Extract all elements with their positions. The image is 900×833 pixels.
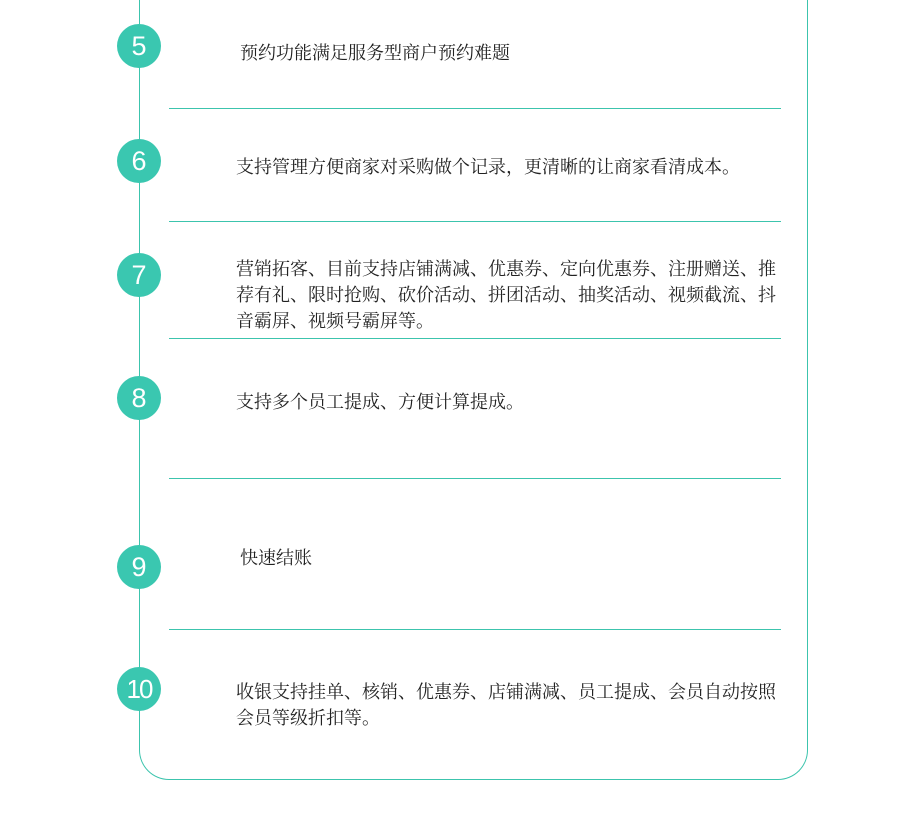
step-number-badge: 6 [117, 139, 161, 183]
divider [169, 338, 781, 339]
divider [169, 478, 781, 479]
feature-text: 预约功能满足服务型商户预约难题 [240, 43, 510, 64]
feature-text: 快速结账 [240, 548, 312, 569]
feature-text: 支持多个员工提成、方便计算提成。 [236, 392, 524, 413]
divider [169, 221, 781, 222]
feature-text: 支持管理方便商家对采购做个记录，更清晰的让商家看清成本。 [236, 157, 740, 178]
step-number-badge: 8 [117, 376, 161, 420]
step-number-badge: 9 [117, 545, 161, 589]
step-number-badge: 7 [117, 253, 161, 297]
step-number-badge: 5 [117, 24, 161, 68]
divider [169, 629, 781, 630]
feature-text: 营销拓客、目前支持店铺满减、优惠券、定向优惠券、注册赠送、推荐有礼、限时抢购、砍价活动、拼团活动、抽奖活动、视频截流、抖音霸屏、视频号霸屏等。 [236, 259, 776, 332]
divider [169, 108, 781, 109]
step-number-badge: 10 [117, 667, 161, 711]
feature-text: 收银支持挂单、核销、优惠券、店铺满减、员工提成、会员自动按照会员等级折扣等。 [236, 682, 776, 729]
